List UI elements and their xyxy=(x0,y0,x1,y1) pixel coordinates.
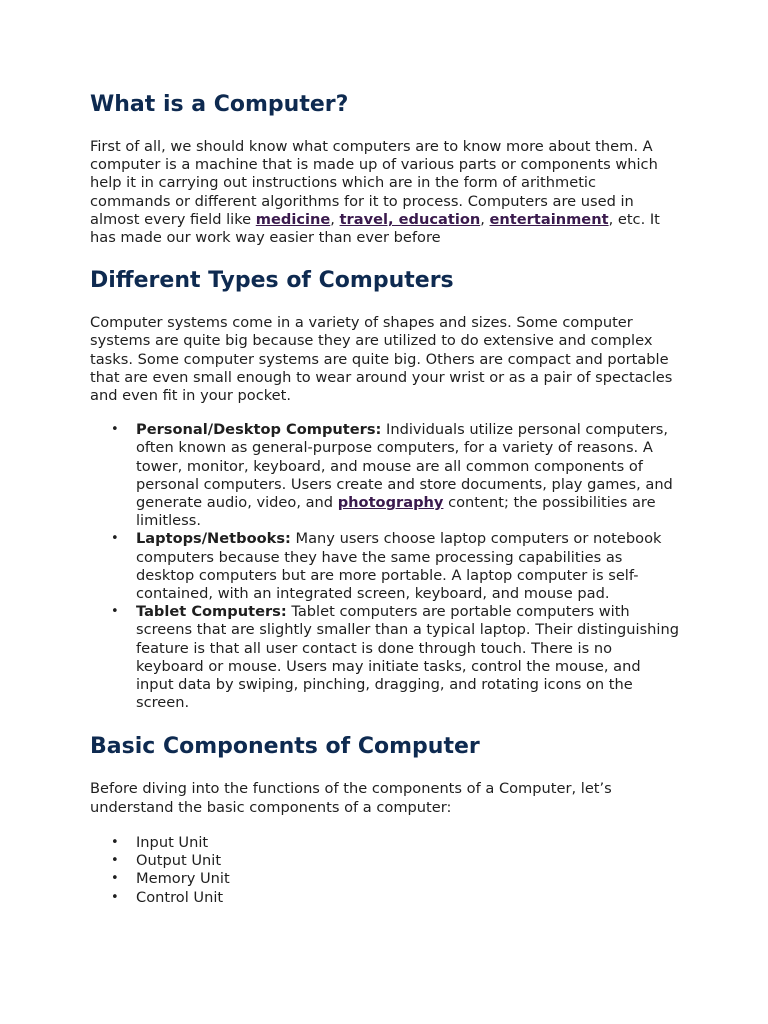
heading-what-is-a-computer: What is a Computer? xyxy=(90,92,349,117)
separator-comma: , xyxy=(480,210,490,228)
list-item-personal-desktop xyxy=(90,421,680,530)
types-paragraph: Computer systems come in a variety of shapes and sizes. Some computer systems are quite big because they are utilized to do extensive and complex tasks. Some computer systems are quite big. Others are compact and portable that are even small enough to wear around your wrist or as a pair of spectacles and even fit in your pocket. xyxy=(90,314,673,405)
heading-basic-components: Basic Components of Computer xyxy=(90,734,480,760)
item-description: Many users choose laptop computers or notebook computers because they have the same processing capabilities as desktop computers but are more portable. A laptop computer is self-contained, with an integrated screen, keyboard, and mouse pad. xyxy=(136,530,662,603)
intro-text-end: , etc. It has made our work way easier than ever before xyxy=(90,210,660,247)
separator-comma: , xyxy=(330,210,340,228)
link-medicine[interactable]: medicine xyxy=(255,210,331,228)
bullet-icon: • xyxy=(111,422,119,438)
item-term: Personal/Desktop Computers: xyxy=(136,421,382,439)
intro-text-start: First of all, we should know what computers are to know more about them. A computer is a machine that is made up of various parts or components which help it in carrying out instructions which are in the form of arithmetic commands or different algorithms for it to process. Computers are used in almost every field like xyxy=(90,138,658,228)
link-entertainment[interactable]: entertainment xyxy=(489,210,609,228)
item-description-end: content; the possibilities are limitless. xyxy=(136,494,656,530)
article-content xyxy=(90,88,680,907)
list-item-memory-unit xyxy=(90,870,680,888)
list-item-output-unit xyxy=(90,852,680,870)
link-travel-education[interactable]: travel, education xyxy=(339,210,481,228)
item-term: Tablet Computers: xyxy=(136,603,287,621)
list-item-laptops-netbooks xyxy=(90,530,680,603)
bullet-icon: • xyxy=(111,531,119,547)
components-list xyxy=(90,834,680,907)
computer-types-list xyxy=(90,421,680,712)
item-term: Laptops/Netbooks: xyxy=(136,530,291,548)
list-item-input-unit xyxy=(90,834,680,852)
bullet-icon: • xyxy=(111,853,119,869)
list-item-label: Control Unit xyxy=(136,888,224,906)
components-paragraph: Before diving into the functions of the components of a Computer, let’s understand the basic components of a computer: xyxy=(90,780,612,816)
list-item-label: Input Unit xyxy=(136,833,209,851)
list-item-label: Memory Unit xyxy=(136,870,230,888)
list-item-label: Output Unit xyxy=(136,852,222,870)
list-item-tablet-computers xyxy=(90,603,680,712)
bullet-icon: • xyxy=(111,604,119,620)
bullet-icon: • xyxy=(111,834,119,850)
heading-different-types: Different Types of Computers xyxy=(90,268,454,294)
item-description: Individuals utilize personal computers, often known as general-purpose computers, for a variety of reasons. A tower, monitor, keyboard, and mouse are all common components of personal computers. Users create and store documents, play games, and generate audio, video, and xyxy=(136,421,673,512)
link-photography[interactable]: photography xyxy=(337,494,444,512)
list-item-control-unit xyxy=(90,889,680,907)
item-description: Tablet computers are portable computers with screens that are slightly smaller than a typical laptop. Their distinguishing feature is that all user contact is done through touch. There is no keyboard or mouse. Users may initiate tasks, control the mouse, and input data by swiping, pinching, dragging, and rotating icons on the screen. xyxy=(136,603,679,712)
bullet-icon: • xyxy=(111,871,119,887)
bullet-icon: • xyxy=(111,889,119,905)
intro-paragraph xyxy=(90,138,680,247)
